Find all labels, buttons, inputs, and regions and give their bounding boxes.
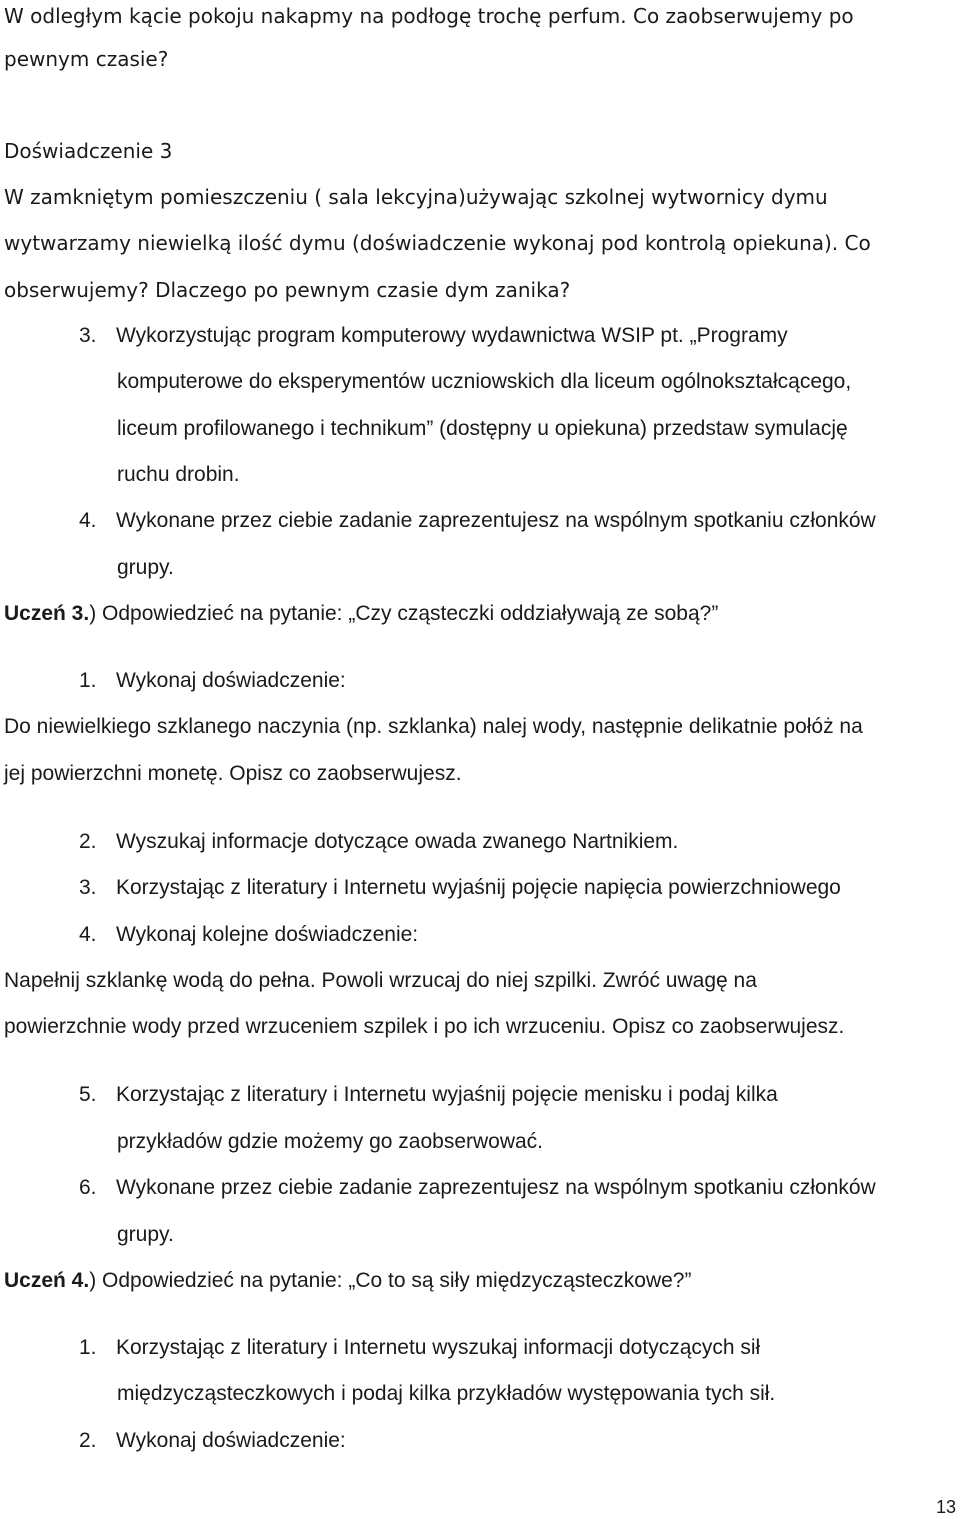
list-number: 1. — [79, 669, 97, 692]
list-item-continuation: międzycząsteczkowych i podaj kilka przykładów występowania tych sił. — [117, 1382, 776, 1405]
list-item-continuation: grupy. — [117, 1223, 174, 1246]
experiment-3-title: Doświadczenie 3 — [4, 139, 173, 163]
list-text: Wykorzystując program komputerowy wydawnictwa WSIP pt. „Programy — [116, 324, 788, 347]
list-text: Wykonane przez ciebie zadanie zaprezentujesz na wspólnym spotkaniu członków — [116, 1176, 876, 1199]
student-4-heading — [4, 1267, 691, 1295]
intro-line-2: pewnym czasie? — [4, 47, 169, 71]
list-number: 4. — [79, 923, 97, 946]
student-4-question: ) Odpowiedzieć na pytanie: „Co to są siły międzycząsteczkowe?” — [89, 1269, 692, 1292]
list-text: Korzystając z literatury i Internetu wyjaśnij pojęcie napięcia powierzchniowego — [116, 876, 841, 899]
list-item-continuation: komputerowe do eksperymentów uczniowskich dla liceum ogólnokształcącego, — [117, 370, 852, 393]
list-number: 2. — [79, 830, 97, 853]
list-item — [79, 1081, 778, 1109]
student-4-label: Uczeń 4. — [4, 1269, 90, 1292]
list-item-continuation: liceum profilowanego i technikum” (dostępny u opiekuna) przedstaw symulację — [117, 417, 848, 440]
experiment-line: powierzchnie wody przed wrzuceniem szpilek i po ich wrzuceniu. Opisz co zaobserwujesz. — [4, 1015, 845, 1038]
list-item — [79, 1427, 346, 1455]
list-text: Wykonaj kolejne doświadczenie: — [116, 923, 419, 946]
list-text: Wykonane przez ciebie zadanie zaprezentujesz na wspólnym spotkaniu członków — [116, 509, 876, 532]
experiment-line: jej powierzchni monetę. Opisz co zaobserwujesz. — [4, 762, 462, 785]
student-3-heading — [4, 600, 718, 628]
list-number: 3. — [79, 876, 97, 899]
list-number: 4. — [79, 509, 97, 532]
list-item — [79, 921, 418, 949]
experiment-3-line-3: obserwujemy? Dlaczego po pewnym czasie dym zanika? — [4, 278, 571, 302]
list-text: Wyszukaj informacje dotyczące owada zwanego Nartnikiem. — [116, 830, 679, 853]
list-item-continuation: grupy. — [117, 556, 174, 579]
list-text: Korzystając z literatury i Internetu wyszukaj informacji dotyczących sił — [116, 1336, 761, 1359]
experiment-line: Do niewielkiego szklanego naczynia (np. szklanka) nalej wody, następnie delikatnie połóż na — [4, 715, 863, 738]
list-number: 5. — [79, 1083, 97, 1106]
list-text: Korzystając z literatury i Internetu wyjaśnij pojęcie menisku i podaj kilka — [116, 1083, 778, 1106]
list-item — [79, 874, 841, 902]
experiment-3-line-1: W zamkniętym pomieszczeniu ( sala lekcyjna)używając szkolnej wytwornicy dymu — [4, 185, 828, 209]
experiment-line: Napełnij szklankę wodą do pełna. Powoli wrzucaj do niej szpilki. Zwróć uwagę na — [4, 969, 757, 992]
list-item — [79, 667, 346, 695]
list-item — [79, 322, 788, 350]
list-number: 3. — [79, 324, 97, 347]
list-item-continuation: ruchu drobin. — [117, 463, 240, 486]
list-number: 1. — [79, 1336, 97, 1359]
list-item — [79, 507, 876, 535]
list-number: 6. — [79, 1176, 97, 1199]
list-number: 2. — [79, 1429, 97, 1452]
student-3-label: Uczeń 3. — [4, 602, 90, 625]
page-number: 13 — [935, 1497, 956, 1517]
list-text: Wykonaj doświadczenie: — [116, 669, 346, 692]
experiment-3-line-2: wytwarzamy niewielką ilość dymu (doświadczenie wykonaj pod kontrolą opiekuna). Co — [4, 231, 871, 255]
list-item — [79, 1334, 760, 1362]
list-item — [79, 1174, 876, 1202]
student-3-question: ) Odpowiedzieć na pytanie: „Czy cząsteczki oddziaływają ze sobą?” — [89, 602, 719, 625]
intro-line-1: W odległym kącie pokoju nakapmy na podłogę trochę perfum. Co zaobserwujemy po — [4, 4, 854, 28]
list-item — [79, 828, 678, 856]
list-text: Wykonaj doświadczenie: — [116, 1429, 346, 1452]
list-item-continuation: przykładów gdzie możemy go zaobserwować. — [117, 1130, 544, 1153]
